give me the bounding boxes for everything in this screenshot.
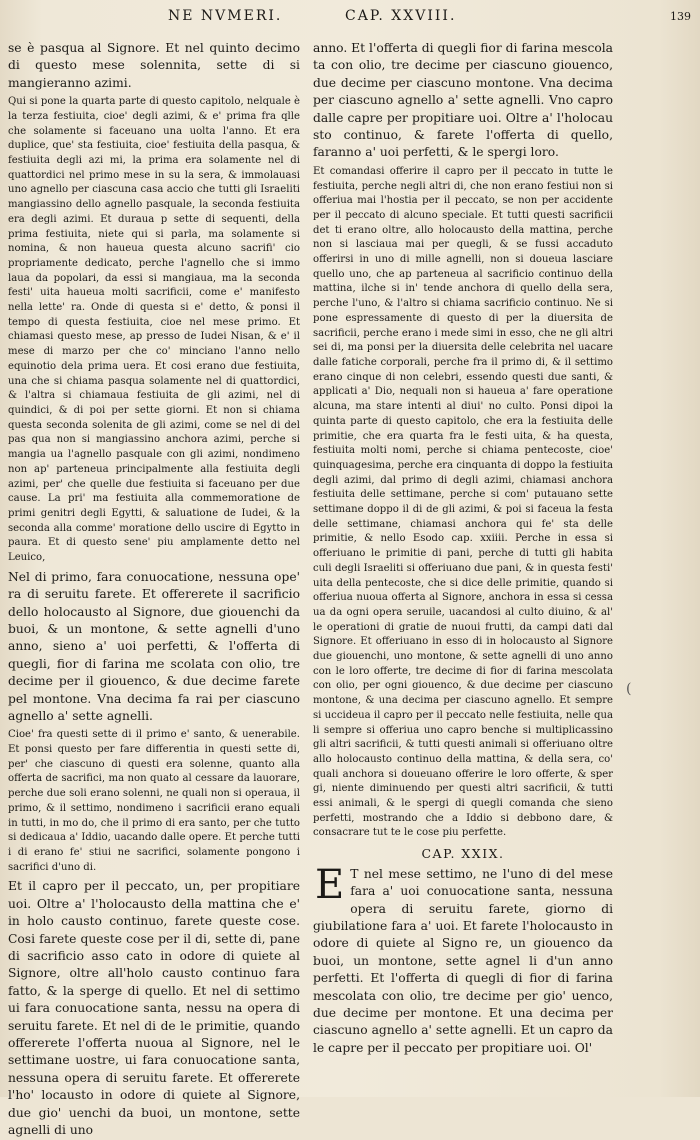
scripture-paragraph: se è pasqua al Signore. Et nel quinto decimo di questo mese solennita, sette di si mangieranno azimi. [8, 41, 300, 90]
page-number: 139 [670, 10, 691, 23]
commentary-paragraph: Cioe' fra questi sette di il primo e' santo, & uenerabile. Et ponsi questo per fare differentia in questi sette di, per' che ciascuno di questi era solenne, quanto alla offerta de sacrifici, ma non quato al cessare da lauorare, perche due soli erano solenni, ne quali non si operaua, il primo, & il settimo, nondimeno i sacrificii erano equali in tutti, in mo do, che il primo di era santo, per che tutto si dedicaua a' Iddio, uacando dalle opere. Et perche tutti i di erano fe' stiui ne sacrifici, solamente pongono i sacrifici d'uno di. [8, 729, 300, 873]
left-column [8, 40, 300, 1138]
scripture-paragraph: anno. Et l'offerta di quegli fior di farina mescola ta con olio, tre decime per ciascuno giouenco, due decime per ciascuno montone. Vna decima per ciascuno agnello a' sette agnelli. Vno capro dalle capre per propitiare uoi. Oltre a' l'holocau sto continuo, & farete l'offerta di quello, faranno a' uoi perfetti, & le spergi loro. [313, 41, 613, 160]
margin-mark: ( [626, 681, 632, 697]
scripture-paragraph: Nel di primo, fara conuocatione, nessuna ope' ra di seruitu farete. Et offererete il sacrificio dello holocausto al Signore, due giouenchi da buoi, & un montone, & sette agnelli d'uno anno, sieno a' uoi perfetti, & l'offerta di quegli, fior di farina me scolata con olio, tre decime per il giouenco, & due decime farete pel montone. Vna decima fa rai per ciascuno agnello a' sette agnelli. [8, 569, 300, 723]
drop-cap: E [315, 861, 345, 908]
header-chapter: CAP. XXVIII. [345, 8, 457, 24]
commentary-paragraph: Et comandasi offerire il capro per il peccato in tutte le festiuita, perche negli altri di, che non erano festiui non si offeriua mai l'hostia per il peccato, se non per accidente per il peccato di alcuno speciale. Et tutti questi sacrificii det ti erano oltre, allo holocausto della mattina, perche non si lasciaua mai per quegli, & se fussi accaduto offerirsi in uno di mille agnelli, non si doueua lasciare quello uno, che ap parteneua al sacrificio continuo della mattina, ilche si in' tende anchora di quello della sera, perche l'uno, & l'altro si chiama sacrificio continuo. Ne si pone espressamente di questo di per la diuersita de sacrificii, perche erano i mede simi in esso, che ne gli altri sei di, ma ponsi per la diuersita delle celebrita nel uacare dalle fatiche corporali, perche fra il primo di, & il settimo erano cinque di non celebri, essendo questi due santi, & applicati a' Dio, nequali non si haueua a' fare operatione alcuna, ma stare intenti al diui' no culto. Ponsi dipoi la quinta parte di questo capitolo, che era la festiuita delle primitie, che era quarta fra le festi uita, & ha questa, festiuita molti nomi, perche si chiama pentecoste, cioe' quinquagesima, perche era cinquanta di doppo la festiuita degli azimi, dal primo di degli azimi, chiamasi anchora festiuita delle settimane, perche si com' putauano sette settimane doppo il di de gli azimi, & poi si faceua la festa delle settimane, chiamasi anchora qui fe' sta delle primitie, & nello Esodo cap. xxiiii. Perche in essa si offeriuano le primitie di pani, perche di tutti gli habita culi degli Israeliti si offeriuano due pani, & in questa festi' uita della pentecoste, che si dice delle primitie, quando si offeriua nuoua offerta al Signore, anchora in essa si cessa ua da ogni opera seruile, uacandosi al culto diuino, & al' le operationi di gratie de nuoui frutti, da campi dati dal Signore. Et offeriuano in esso di in holocausto al Signore due giouenchi, uno montone, & sette agnelli di uno anno con le loro offerte, tre decime di fior di farina mescolata con olio, per ogni giouenco, & due decime per ciascuno montone, & una decima per ciascuno agnello. Et sempre si uccideua il capro per il peccato nelle festiuita, nelle qua li sempre si offeriua uno capro benche si multiplicassino gli altri sacrificii, & tutti questi animali si offeriuano oltre allo holocausto continuo della mattina, & della sera, co' quali anchora si doueuano offerire le loro offerte, & sper gi, niente diminuendo per questi altri sacrificii, & tutti essi animali, & le spergi di quegli comanda che sieno perfetti, mostrando che a Iddio si debbono dare, & consacrare tut te le cose piu perfette. [313, 165, 613, 839]
chapter-heading: CAP. XXIX. [421, 846, 505, 862]
running-header [0, 8, 700, 32]
right-column [313, 40, 613, 1090]
scripture-paragraph [313, 861, 613, 1057]
commentary-paragraph: Qui si pone la quarta parte di questo capitolo, nelquale è la terza festiuita, cioe' degli azimi, & e' prima fra qlle che solamente si faceuano una uolta l'anno. Et era duplice, que' sta festiuita, cioe' festiuita della pasqua, & festiuita degli azi mi, la prima era solamente nel di quattordici nel primo mese in su la sera, & immolauasi uno agnello per ciascuna casa accio che tutti gli Israeliti mangiassino dello agnello pasquale, la seconda festiuita era degli azimi. Et duraua p sette di sequenti, della prima festiuita, niete qui si parla, ma solamente si nomina, & non haueua questa alcuno sacrifi' cio propriamente dedicato, perche l'agnello che si immo laua da popolari, da essi si mangiaua, ma la seconda festi' uita haueua molti sacrificii, come e' manifesto nella lette' ra. Onde di questa si e' detto, & ponsi il tempo di questa festiuita, cioe nel mese primo. Et chiamasi questo mese, ap presso de Iudei Nisan, & e' il mese di marzo per che co' minciano l'anno nello equinotio dela prima uera. Et cosi erano due festiuita, una che si chiama pasqua solamente nel di quattordici, & l'altra si chiamaua festiuita de gli azimi, nel di quindici, & di poi per sette giorni. Et non si chiama questa seconda solenita de gli azimi, come se nel di del pas qua non si mangiassino anchora azimi, perche si mangia ua l'agnello pasquale con gli azimi, nondimeno non ap' parteneua principalmente alla festiuita degli azimi, per' che quelle due festiuita si faceuano per due cause. La pri' ma festiuita alla commemoratione de primi genitri degli Egytti, & saluatione de Iudei, & la seconda alla comme' moratione dello uscire di Egytto in paura. Et di questo sene' piu amplamente detto nel Leuico, [8, 96, 300, 564]
chapter-opening-text: T nel mese settimo, ne l'uno di del mese fara a' uoi conuocatione santa, nessuna opera di seruitu farete, giorno di giubilatione fara a' uoi. Et farete l'holocausto in odore di quiete al Signo re, un giouenco da buoi, un montone, sette agnel li d'un anno perfetti. Et l'offerta di quegli di fior di farina mescolata con olio, tre decime per gio' uenco, due decime per montone. Et una decima per ciascuno agnello a' sette agnelli. Et un capro da le capre per il peccato per propitiare uoi. Ol' [313, 866, 613, 1055]
header-book-title: NE NVMERI. [168, 8, 283, 24]
scripture-paragraph: Et il capro per il peccato, un, per propitiare uoi. Oltre a' l'holocausto della mattina che e' in holo causto continuo, farete queste cose. Cosi farete queste cose per il di, sette di, pane di sacrificio asso cato in odore di quiete al Signore, oltre all'holo causto continuo fara fatto, & la sperge di quello. Et nel di settimo ui fara conuocatione santa, nessu na opera di seruitu farete. Et nel di de le primitie, quando offererete l'offerta nuoua al Signore, nel le settimane uostre, ui fara conuocatione santa, nessuna opera di seruitu farete. Et offererete l'ho' locausto in odore di quiete al Signore, due gio' uenchi da buoi, un montone, sette agnelli di uno [8, 879, 300, 1138]
